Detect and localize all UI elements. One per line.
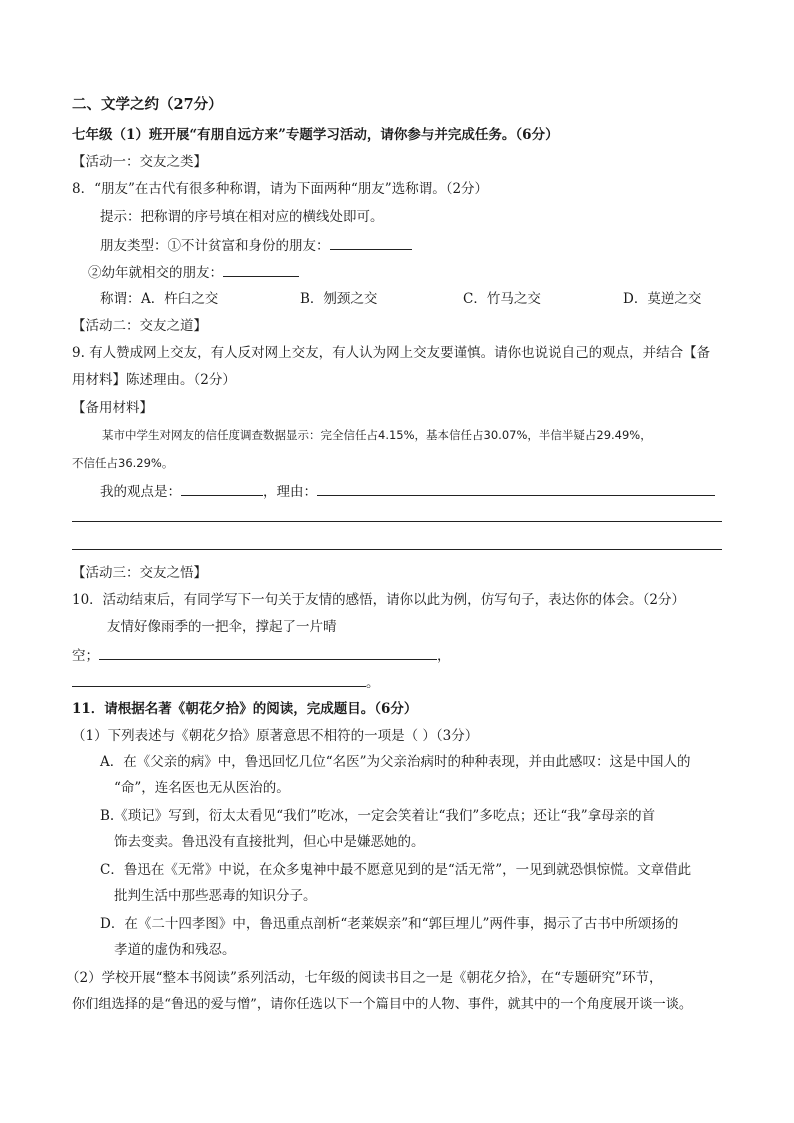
q10-blank-1[interactable] <box>99 645 437 660</box>
q11-sub1: （1）下列表述与《朝花夕拾》原著意思不相符的一项是（ ）（3分） <box>72 728 479 744</box>
q11-option-b-2: 饰去变卖。鲁迅没有直接批判，但心中是嫌恶她的。 <box>114 834 425 850</box>
q10-blank-2[interactable] <box>72 672 366 687</box>
q8-options-label: 称谓： <box>100 291 141 307</box>
q11-option-b-1: B.《琐记》写到，衍太太看见“我们”吃冰，一定会笑着让“我们”多吃点；还让“我”拿母亲的首 <box>100 808 656 824</box>
q10-question: 10．活动结束后，有同学写下一句关于友情的感悟，请你以此为例，仿写句子，表达你的体会。（2分） <box>72 592 686 608</box>
q11-option-d-1: D．在《二十四孝图》中，鲁迅重点剖析“老莱娱亲”和“郭巨埋儿”两件事，揭示了古书中所颂扬的 <box>100 916 679 932</box>
q8-option-b: B．刎颈之交 <box>300 291 378 307</box>
q8-type1-blank[interactable] <box>330 235 412 250</box>
section-title: 二、文学之约（27分） <box>72 96 223 113</box>
answer-rule-1[interactable] <box>72 521 722 522</box>
q11-option-a-2: “命”，连名医也无从医治的。 <box>114 780 290 796</box>
material-line2: 不信任占36.29%。 <box>72 456 174 470</box>
q11-option-d-2: 孝道的虚伪和残忍。 <box>114 942 236 958</box>
q11-option-a-1: A．在《父亲的病》中，鲁迅回忆几位“名医”为父亲治病时的种种表现，并由此感叹：这是中国人的 <box>100 754 691 770</box>
q9-answer-line <box>100 481 715 502</box>
activity2-heading: 【活动二：交友之道】 <box>72 318 207 334</box>
q10-period: 。 <box>366 675 380 691</box>
q8-option-d: D．莫逆之交 <box>623 291 702 307</box>
q11-sub2-1: （2）学校开展“整本书阅读”系列活动，七年级的阅读书目之一是《朝花夕拾》，在“专题研究”环节， <box>66 970 663 986</box>
reason-blank[interactable] <box>317 481 715 496</box>
q11-option-c-2: 批判生活中那些恶毒的知识分子。 <box>114 888 317 904</box>
material-heading: 【备用材料】 <box>72 400 153 416</box>
q8-type2 <box>88 262 299 283</box>
answer-rule-2[interactable] <box>72 549 722 550</box>
q9-line1: 9. 有人赞成网上交友，有人反对网上交友，有人认为网上交友要谨慎。请你也说说自己的观点，并结合【备 <box>72 345 711 361</box>
q10-example1: 友情好像雨季的一把伞，撑起了一片晴 <box>107 619 337 635</box>
q8-type1 <box>100 235 412 256</box>
q10-example2-line <box>72 645 451 666</box>
q9-line2: 用材料】陈述理由。（2分） <box>72 372 236 388</box>
q8-type2-label: ②幼年就相交的朋友： <box>88 265 223 281</box>
q11-sub2-2: 你们组选择的是“鲁迅的爱与憎”，请你任选以下一个篇目中的人物、事件，就其中的一个角度展开谈一谈。 <box>72 997 693 1012</box>
q8-tip: 提示：把称谓的序号填在相对应的横线处即可。 <box>100 209 384 225</box>
q10-comma: ， <box>437 648 451 664</box>
reason-label: ，理由： <box>263 484 317 500</box>
q8-type1-label: 朋友类型：①不计贫富和身份的朋友： <box>100 238 330 254</box>
q8-type2-blank[interactable] <box>223 262 299 277</box>
view-label: 我的观点是： <box>100 484 181 500</box>
q10-line2 <box>72 672 380 693</box>
q11-option-c-1: C．鲁迅在《无常》中说，在众多鬼神中最不愿意见到的是“活无常”，一见到就恐惧惊慌。文章借此 <box>100 862 692 878</box>
q8-question: 8．“朋友”在古代有很多种称谓，请为下面两种“朋友”选称谓。（2分） <box>72 181 489 197</box>
intro-text: 七年级（1）班开展“有朋自远方来”专题学习活动，请你参与并完成任务。（6分） <box>72 127 559 143</box>
q8-option-c: C．竹马之交 <box>463 291 541 307</box>
q11-heading: 11．请根据名著《朝花夕拾》的阅读，完成题目。（6分） <box>72 701 418 717</box>
q8-option-a: A．杵臼之交 <box>141 291 219 307</box>
view-blank[interactable] <box>181 481 263 496</box>
activity1-heading: 【活动一：交友之类】 <box>72 154 207 170</box>
q10-example2: 空； <box>72 648 99 664</box>
material-line1: 某市中学生对网友的信任度调查数据显示：完全信任占4.15%，基本信任占30.07%，半信半疑占29.49%， <box>102 428 652 442</box>
activity3-heading: 【活动三：交友之悟】 <box>72 565 207 581</box>
